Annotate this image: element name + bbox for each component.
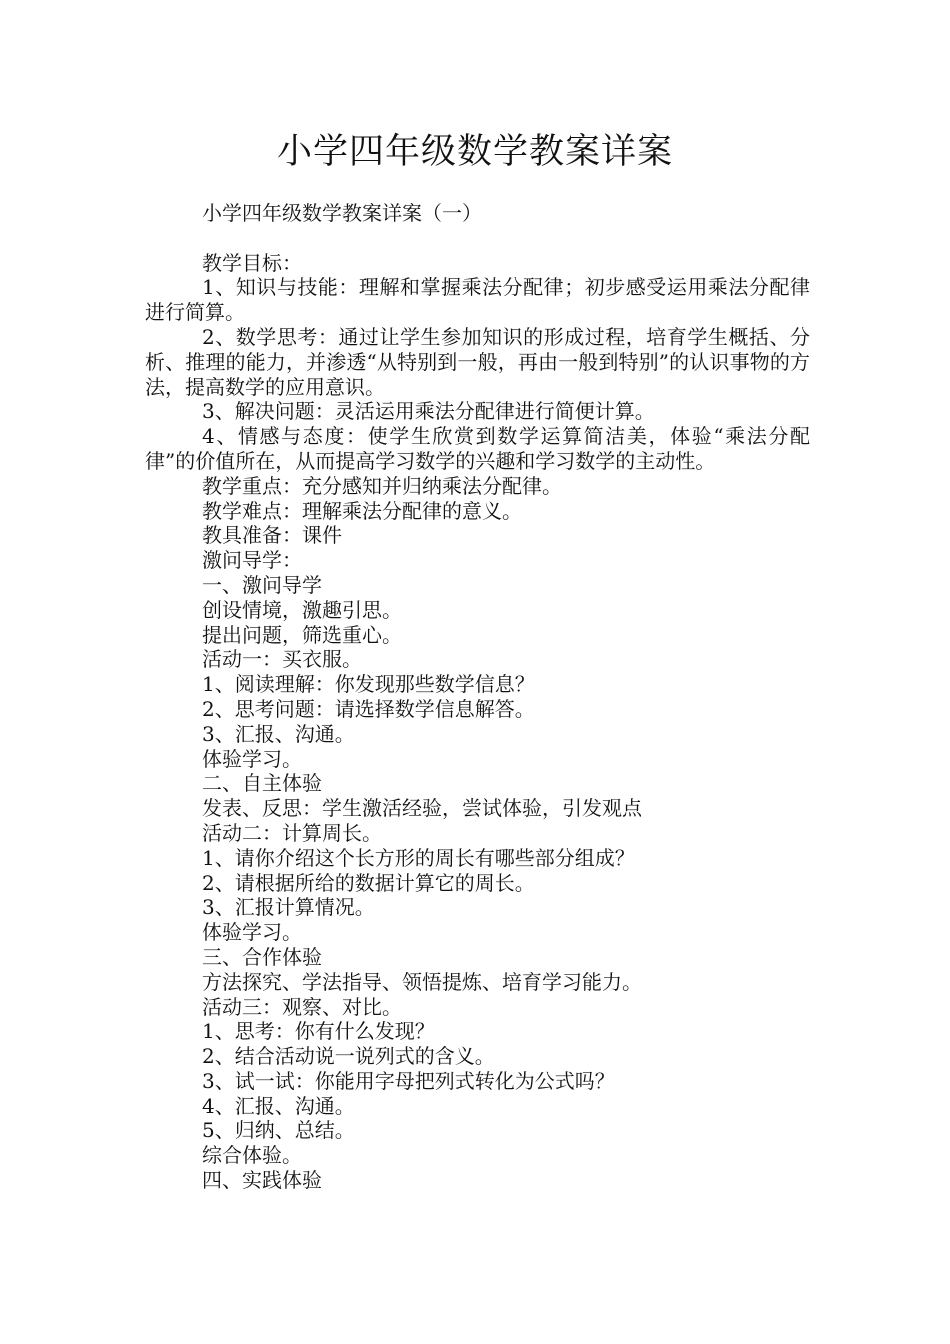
text-line: 教具准备：课件 — [202, 523, 342, 548]
text-line: 体验学习。 — [202, 746, 302, 771]
section-heading: 二、自主体验 — [202, 771, 322, 796]
blank-line — [145, 226, 810, 251]
section-heading: 三、合作体验 — [202, 944, 322, 969]
objectives-heading: 教学目标： — [202, 250, 302, 275]
objective-paragraph: 4、情感与态度：使学生欣赏到数学运算简洁美，体验“乘法分配律”的价值所在，从而提高学习数学的兴趣和学习数学的主动性。 — [145, 424, 810, 473]
text-line: 活动一：买衣服。 — [202, 647, 362, 672]
objective-paragraph: 1、知识与技能：理解和掌握乘法分配律；初步感受运用乘法分配律进行简算。 — [145, 275, 810, 325]
text-line: 3、汇报计算情况。 — [202, 895, 375, 920]
text-line: 5、归纳、总结。 — [202, 1118, 355, 1143]
text-line: 1、阅读理解：你发现那些数学信息？ — [202, 672, 535, 697]
document-title: 小学四年级数学教案详案 — [276, 132, 673, 172]
text-line: 教学难点：理解乘法分配律的意义。 — [202, 498, 522, 523]
text-line: 激问导学： — [202, 548, 302, 573]
text-line: 活动三：观察、对比。 — [202, 994, 402, 1019]
objective-paragraph: 2、数学思考：通过让学生参加知识的形成过程，培育学生概括、分析、推理的能力，并渗透“从特别到一般，再由一般到特别”的认识事物的方法，提高数学的应用意识。 — [145, 324, 810, 399]
objective-paragraph: 3、解决问题：灵活运用乘法分配律进行简便计算。 — [202, 399, 655, 424]
text-line: 1、请你介绍这个长方形的周长有哪些部分组成？ — [202, 845, 635, 870]
text-line: 2、请根据所给的数据计算它的周长。 — [202, 870, 535, 895]
text-line: 提出问题，筛选重心。 — [202, 622, 402, 647]
text-line: 3、试一试：你能用字母把列式转化为公式吗？ — [202, 1068, 615, 1093]
text-line: 教学重点：充分感知并归纳乘法分配律。 — [202, 473, 562, 498]
document-body — [145, 201, 810, 1193]
text-line: 综合体验。 — [202, 1143, 302, 1168]
text-line: 发表、反思：学生激活经验，尝试体验，引发观点 — [202, 796, 642, 821]
section-heading: 一、激问导学 — [202, 572, 322, 597]
text-line: 创设情境，激趣引思。 — [202, 597, 402, 622]
text-line: 3、汇报、沟通。 — [202, 721, 355, 746]
text-line: 活动二：计算周长。 — [202, 820, 382, 845]
text-line: 1、思考：你有什么发现？ — [202, 1019, 435, 1044]
text-line: 方法探究、学法指导、领悟提炼、培育学习能力。 — [202, 969, 642, 994]
text-line: 体验学习。 — [202, 920, 302, 945]
document-subtitle: 小学四年级数学教案详案（一） — [202, 201, 482, 225]
text-line: 2、思考问题：请选择数学信息解答。 — [202, 696, 535, 721]
section-heading: 四、实践体验 — [202, 1168, 322, 1193]
text-line: 4、汇报、沟通。 — [202, 1093, 355, 1118]
text-line: 2、结合活动说一说列式的含义。 — [202, 1044, 495, 1069]
